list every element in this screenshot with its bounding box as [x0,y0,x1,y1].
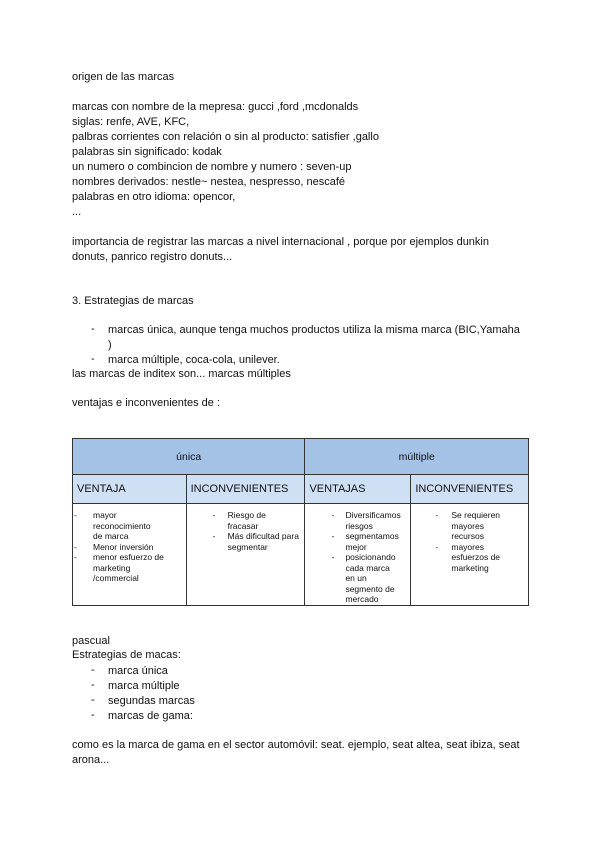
text-line: palabras sin significado: kodak [72,146,222,158]
bullet-dash: - [91,323,95,335]
text-line: las marcas de inditex son... marcas múltiples [72,368,291,380]
subheader-ventajas: VENTAJAS [305,475,411,504]
bullet-item: marca única [108,665,168,677]
text-line: palabras en otro idioma: opencor, [72,191,236,203]
text-line: como es la marca de gama en el sector automóvil: seat. ejemplo, seat altea, seat ibiza, seat [72,739,520,751]
bullet-dash: - [91,709,95,721]
subheader-inconvenientes: INCONVENIENTES [186,475,305,504]
section-heading-estrategias: 3. Estrategias de marcas [72,295,194,307]
cell-multiple-ventajas [305,504,411,606]
bullet-dash: - [91,353,95,365]
cell-multiple-inconvenientes [411,504,529,606]
list-item: - Menor inversión [74,541,154,552]
header-multiple: múltiple [305,439,529,475]
subheader-ventaja: VENTAJA [73,475,187,504]
list-item: - Más dificultad para segmentar [212,531,299,552]
bullet-item: marcas única, aunque tenga muchos productos utiliza la misma marca (BIC,Yamaha [108,324,520,336]
list-item: - Diversificamos riesgos [331,510,401,531]
text-line: un numero o combincion de nombre y numero : seven-up [72,161,352,173]
text-line: marcas con nombre de la mepresa: gucci ,ford ,mcdonalds [72,101,359,113]
text-line: arona... [72,754,110,766]
list-item: - Riesgo de fracasar [212,510,266,531]
text-line: donuts, panrico registro donuts... [72,251,233,263]
bullet-item: marca múltiple, coca-cola, unilever. [108,354,280,366]
subheader-inconvenientes: INCONVENIENTES [411,475,529,504]
list-item: - mayor reconocimiento de marca [74,510,151,541]
bullet-item-continuation: ) [108,339,112,351]
bullet-dash: - [91,664,95,676]
text-line: palbras corrientes con relación o sin al producto: satisfier ,gallo [72,131,379,143]
list-item: - menor esfuerzo de marketing /commercial [74,552,164,583]
bullet-item: marca múltiple [108,680,180,692]
text-line: nombres derivados: nestle~ nestea, nespresso, nescafé [72,176,346,188]
text-line: ... [72,206,82,218]
heading-origen: origen de las marcas [72,71,175,83]
list-item: - posicionando cada marca en un segmento de mercado [331,552,396,604]
comparison-table [72,438,529,606]
text-line: ventajas e inconvenientes de : [72,397,220,409]
text-line: importancia de registrar las marcas a nivel internacional , porque por ejemplos dunkin [72,236,489,248]
text-line: pascual [72,635,110,647]
cell-unica-ventajas [73,504,187,606]
header-unica: única [73,439,305,475]
list-item: - segmentamos mejor [331,531,399,552]
bullet-dash: - [91,694,95,706]
list-item: - Se requieren mayores recursos [435,510,501,541]
text-line: siglas: renfe, AVE, KFC, [72,116,190,128]
text-line: Estrategias de macas: [72,649,181,661]
bullet-item: marcas de gama: [108,710,193,722]
bullet-item: segundas marcas [108,695,195,707]
list-item: - mayores esfuerzos de marketing [435,541,501,573]
cell-unica-inconvenientes [186,504,305,606]
bullet-dash: - [91,679,95,691]
